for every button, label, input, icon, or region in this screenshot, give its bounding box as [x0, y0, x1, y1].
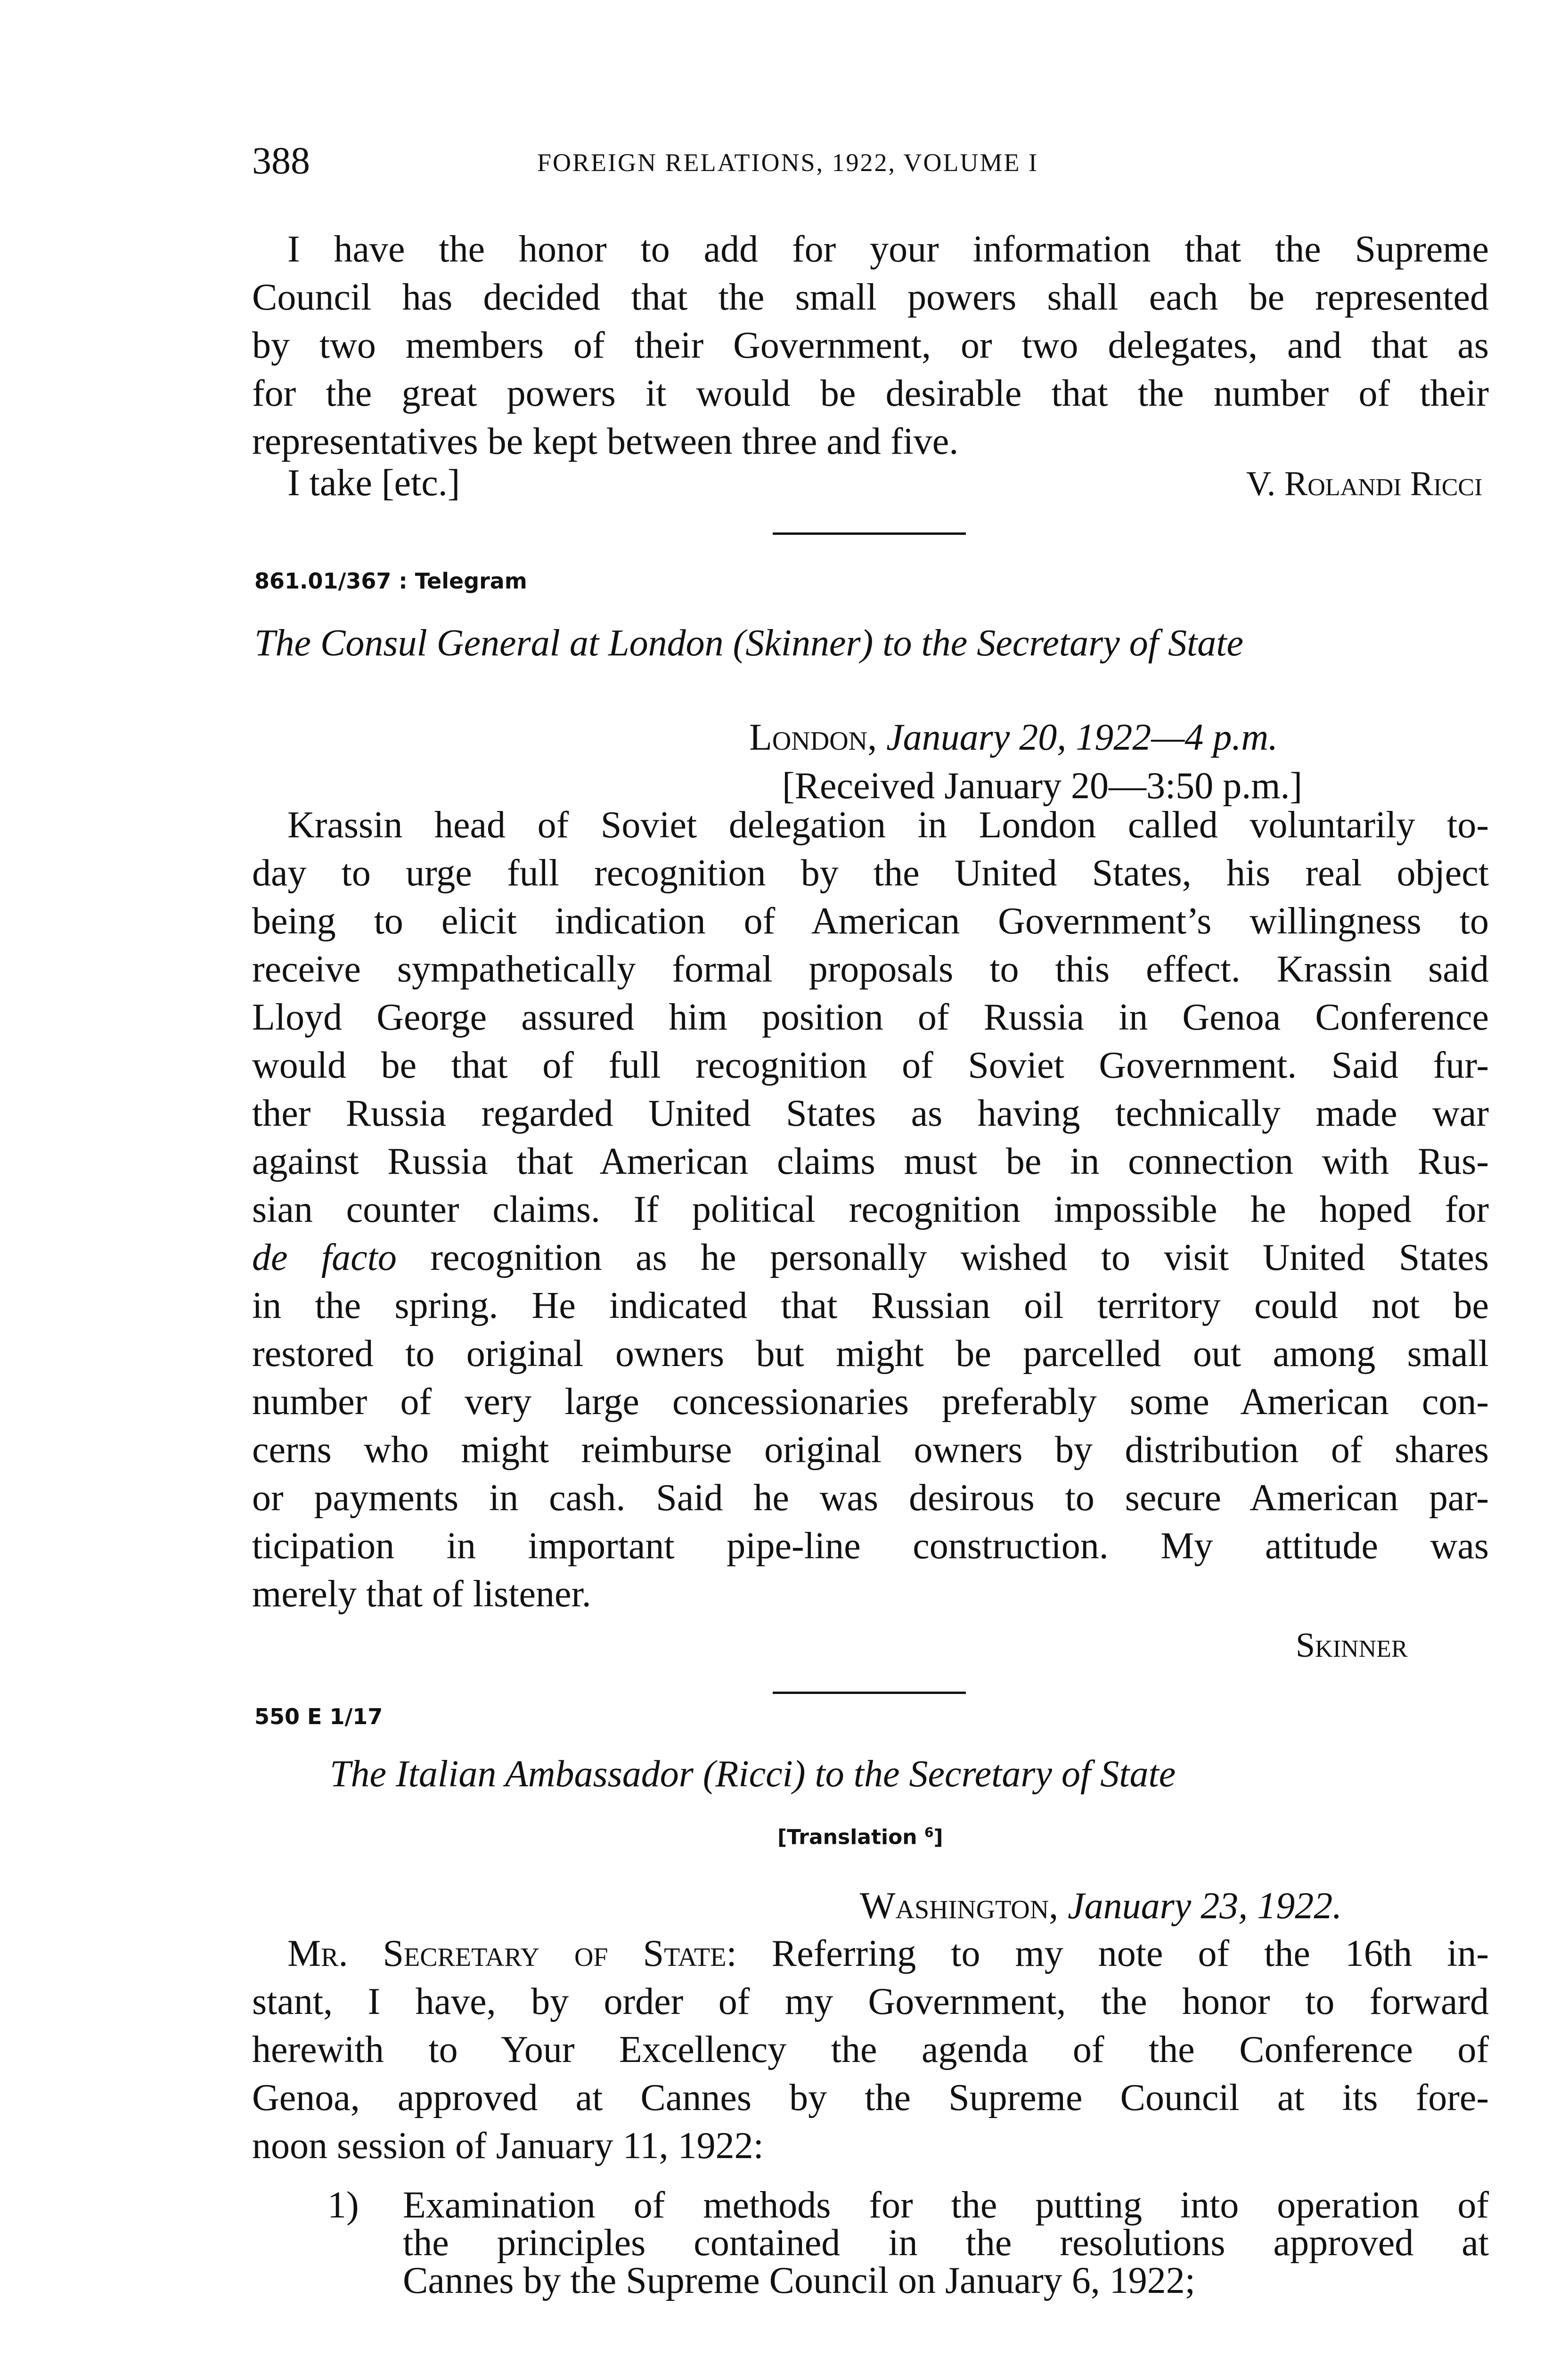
text-line: sian counter claims. If political recognition impossible he hoped for — [252, 1189, 1489, 1230]
text-line: in the spring. He indicated that Russian oil territory could not be — [252, 1285, 1489, 1326]
text-line: ther Russia regarded United States as having technically made war — [252, 1093, 1489, 1134]
item-body — [403, 2186, 1489, 2299]
text-line: against Russia that American claims must be in connection with Rus- — [252, 1141, 1489, 1182]
text-line: representatives be kept between three and five. — [252, 421, 959, 462]
received-note: [Received January 20—3:50 p.m.] — [782, 765, 1303, 807]
dateline — [749, 719, 1278, 756]
text-line: day to urge full recognition by the United States, his real object — [252, 852, 1489, 894]
text-line: for the great powers it would be desirable that the number of their — [252, 373, 1489, 414]
text-line: receive sympathetically formal proposals to this effect. Krassin said — [252, 949, 1489, 990]
text-line: noon session of January 11, 1922: — [252, 2125, 764, 2167]
italic-term: de facto — [252, 1237, 397, 1278]
dateline-date: January 20, 1922—4 p.m. — [886, 717, 1278, 758]
text-fragment: Referring to my note of the 16th in- — [736, 1933, 1489, 1974]
dateline-place: Washington, — [860, 1885, 1059, 1927]
text-line: number of very large concessionaries preferably some American con- — [252, 1381, 1489, 1423]
signature-skinner: Skinner — [1296, 1626, 1408, 1665]
text-line: Krassin head of Soviet delegation in London called voluntarily to- — [287, 804, 1489, 846]
file-reference: 550 E 1/17 — [254, 1704, 383, 1729]
note-body — [252, 1930, 1489, 2170]
text-line: would be that of full recognition of Soviet Government. Said fur- — [252, 1045, 1489, 1086]
text-line: merely that of listener. — [252, 1573, 591, 1615]
agenda-item — [327, 2186, 1489, 2299]
text-line: herewith to Your Excellency the agenda of the Conference of — [252, 2029, 1489, 2070]
signature-ricci: V. Rolandi Ricci — [1246, 465, 1483, 503]
text-line: being to elicit indication of American Government’s willingness to — [252, 900, 1489, 942]
text-line: stant, I have, by order of my Government, the honor to forward — [252, 1981, 1489, 2022]
text-line: or payments in cash. Said he was desirous to secure American par- — [252, 1477, 1489, 1519]
section-divider — [773, 1692, 966, 1694]
document-heading: The Italian Ambassador (Ricci) to the Secretary of State — [330, 1753, 1176, 1795]
section-divider — [773, 532, 966, 535]
text-line — [252, 1930, 1489, 1978]
translation-note — [777, 1826, 943, 1848]
text-fragment: recognition as he personally wished to visit United States — [396, 1237, 1489, 1278]
text-line: ticipation in important pipe-line construction. My attitude was — [252, 1525, 1489, 1567]
salutation: Mr. Secretary of State: — [287, 1933, 737, 1974]
text-line: Genoa, approved at Cannes by the Supreme Council at its fore- — [252, 2077, 1489, 2119]
intro-paragraph — [252, 225, 1489, 466]
document-heading: The Consul General at London (Skinner) to the Secretary of State — [254, 622, 1243, 664]
telegram-body — [252, 801, 1489, 1618]
text-line: I have the honor to add for your information that the Supreme — [287, 229, 1489, 270]
item-number: 1) — [327, 2184, 359, 2226]
running-head: FOREIGN RELATIONS, 1922, VOLUME I — [537, 148, 1038, 177]
page-number: 388 — [252, 139, 310, 182]
text-line: the principles contained in the resolutions approved at — [403, 2222, 1489, 2264]
dateline — [860, 1887, 1342, 1925]
translation-label: [Translation — [777, 1825, 917, 1849]
text-line: Examination of methods for the putting into operation of — [403, 2184, 1489, 2226]
text-line: cerns who might reimburse original owners by distribution of shares — [252, 1429, 1489, 1471]
text-line: Lloyd George assured him position of Russia in Genoa Conference — [252, 997, 1489, 1038]
text-line: restored to original owners but might be parcelled out among small — [252, 1333, 1489, 1374]
dateline-place: London, — [749, 717, 877, 758]
closing: I take [etc.] — [287, 462, 460, 504]
dateline-date: January 23, 1922. — [1068, 1885, 1342, 1927]
text-line — [252, 1234, 1489, 1282]
file-reference: 861.01/367 : Telegram — [254, 568, 527, 594]
footnote-ref: 6 — [924, 1824, 934, 1840]
translation-close: ] — [933, 1825, 943, 1849]
text-line: Council has decided that the small powers shall each be represented — [252, 277, 1489, 318]
text-line: by two members of their Government, or two delegates, and that as — [252, 325, 1489, 366]
text-line: Cannes by the Supreme Council on January 6, 1922; — [403, 2260, 1195, 2301]
